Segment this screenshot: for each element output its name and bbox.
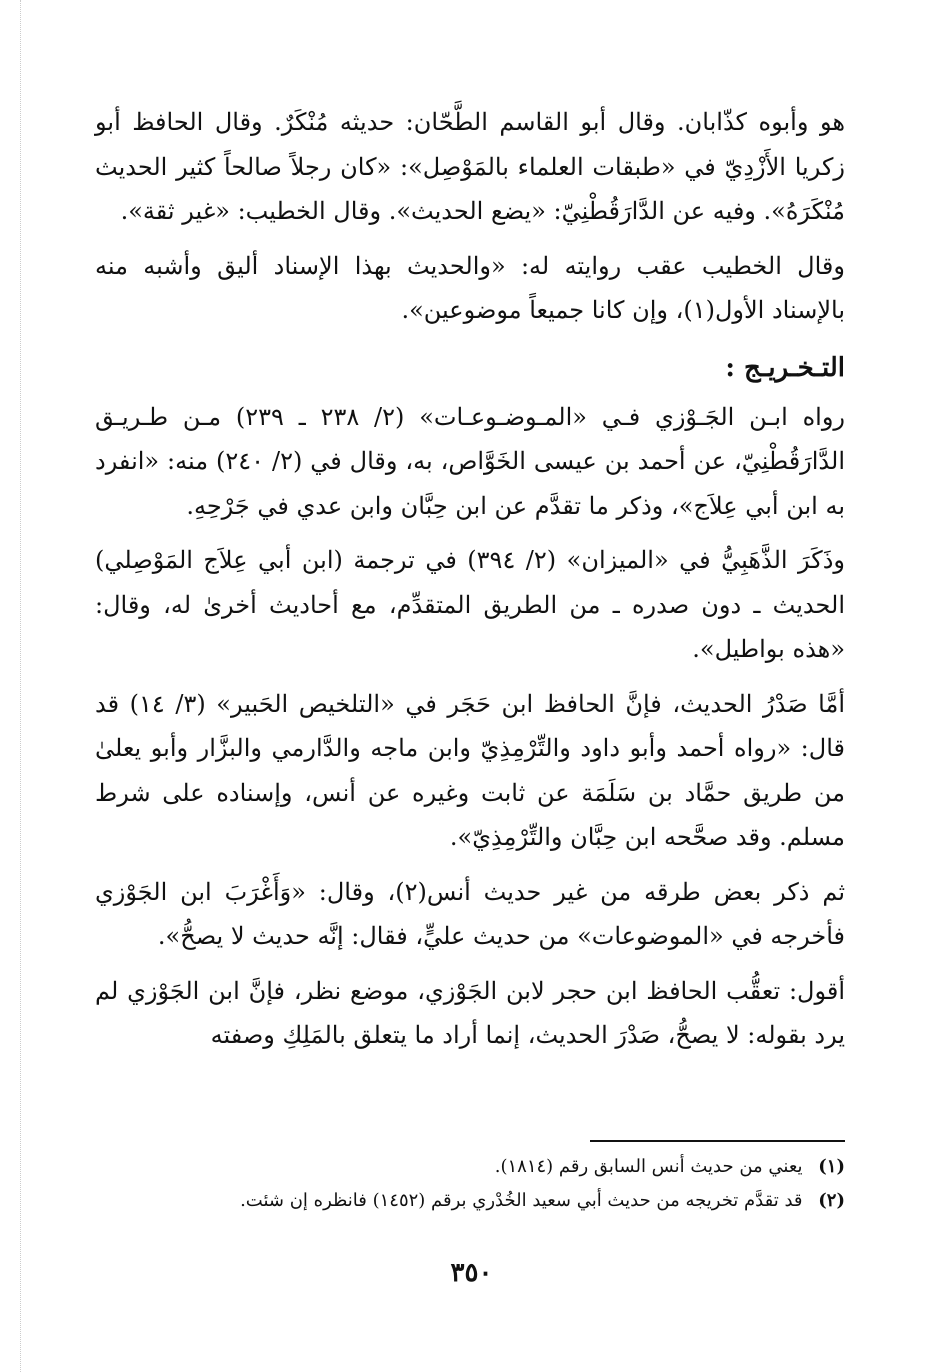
footnote-text: يعني من حديث أنس السابق رقم (١٨١٤).	[494, 1156, 803, 1177]
takhrij-paragraph-3: أمَّا صَدْرُ الحديث، فإنَّ الحافظ ابن حَجَر في «التلخيص الحَبير» (٣/ ١٤) قد قال: «رواه أحمد وأبو داود والتِّرْمِذِيّ وابن ماجه والدَّارمي والبزَّار وأبو يعلىٰ من طريق حمَّاد بن سَلَمَة عن ثابت وغيره عن أنس، وإسناده على شرط مسلم. وقد صحَّحه ابن حِبَّان والتِّرْمِذِيّ».	[95, 689, 845, 851]
paragraph-2: وقال الخطيب عقب روايته له: «والحديث بهذا الإسناد أليق وأشبه منه بالإسناد الأول(١)، وإن كانا جميعاً موضوعين».	[95, 251, 845, 324]
page-body	[95, 100, 845, 1068]
paragraph-1: هو وأبوه كذّابان. وقال أبو القاسم الطَّحّان: حديثه مُنْكَرٌ. وقال الحافظ أبو زكريا الأَزْدِيّ في «طبقات العلماء بالمَوْصِل»: «كان رجلاً صالحاً كثير الحديث مُنْكَرَهُ». وفيه عن الدَّارَقُطْنِيّ: «يضع الحديث». وقال الخطيب: «غير ثقة».	[95, 108, 845, 225]
footnote-text: قد تقدَّم تخريجه من حديث أبي سعيد الخُدْري برقم (١٤٥٢) فانظره إن شئت.	[240, 1190, 803, 1211]
page-number: ٣٥٠	[450, 1258, 493, 1288]
footnote-number: (٢)	[818, 1190, 845, 1211]
footnote-separator	[590, 1140, 845, 1142]
takhrij-paragraph-4: ثم ذكر بعض طرقه من غير حديث أنس(٢)، وقال: «وَأَغْرَبَ ابن الجَوْزي فأخرجه في «الموضوعات» من حديث عليٍّ، فقال: إنَّه حديث لا يصحُّ».	[95, 877, 845, 950]
takhrij-paragraph-2: وذَكَرَ الذَّهَبِيُّ في «الميزان» (٢/ ٣٩٤) في ترجمة (ابن أبي عِلاَج المَوْصِلي) الحديث ـ دون صدره ـ من الطريق المتقدِّم، مع أحاديث أخرىٰ له، وقال: «هذه بواطيل».	[95, 546, 845, 663]
footnote-number: (١)	[818, 1156, 845, 1177]
takhrij-paragraph-5: أقول: تعقُّب الحافظ ابن حجر لابن الجَوْزي، موضع نظر، فإنَّ ابن الجَوْزي لم يرد بقوله: لا يصحُّ، صَدْرَ الحديث، إنما أراد ما يتعلق بالمَلِكِ وصفته	[95, 976, 845, 1049]
footnote-1	[95, 1150, 845, 1184]
section-heading-takhrij: التـخـريـج :	[725, 352, 845, 383]
takhrij-paragraph-1: رواه ابـن الجَـوْزي فـي «المـوضـوعـات» (٢/ ٢٣٨ ـ ٢٣٩) مـن طـريـق الدَّارَقُطْنِيّ، عن أحمد بن عيسى الخَوَّاص، به، وقال في (٢/ ٢٤٠) منه: «انفرد به ابن أبي عِلاَج»، وذكر ما تقدَّم عن ابن حِبَّان وابن عدي في جَرْحِهِ.	[95, 402, 845, 520]
scan-margin-line	[20, 0, 21, 1372]
footnote-2	[95, 1184, 845, 1218]
footnotes	[95, 1150, 845, 1218]
